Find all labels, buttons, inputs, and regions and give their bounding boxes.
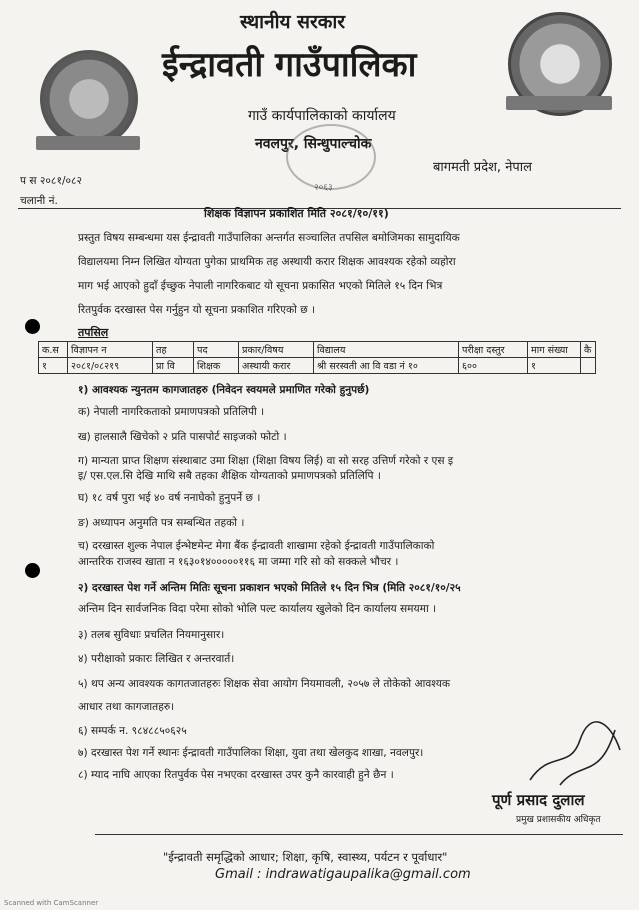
table-caption: तपसिल	[78, 326, 109, 339]
section-line: ङ) अध्यापन अनुमति पत्र सम्बन्धित तहको ।	[78, 517, 245, 529]
province-name: बागमती प्रदेश, नेपाल	[433, 160, 532, 175]
scanner-watermark: Scanned with CamScanner	[4, 899, 99, 907]
table-cell	[581, 358, 596, 374]
dispatch-number: चलानी नं.	[20, 195, 58, 207]
table-cell: ६००	[459, 358, 528, 374]
table-cell: श्री सरस्वती आ वि वडा नं १०	[314, 358, 459, 374]
office-name: गाउँ कार्यपालिकाको कार्यालय	[248, 108, 396, 124]
section-line: आन्तरिक राजस्व खाता न १६३०१४०००००११६ मा जम्मा गरि सो को सक्कले भौचर ।	[78, 556, 399, 568]
nepal-emblem-logo	[40, 50, 138, 148]
table-header-cell: परीक्षा दस्तुर	[459, 342, 528, 358]
hole-punch-mark	[25, 319, 40, 334]
section-line: इ/ एस.एल.सि देखि माथि सबै तहका शैक्षिक योग्यताको प्रमाणपत्रको प्रतिलिपि ।	[78, 470, 381, 482]
section-line: ६) सम्पर्क न. ९८४८८५०६२५	[78, 725, 187, 737]
table-cell: प्रा वि	[153, 358, 194, 374]
paragraph-line: प्रस्तुत विषय सम्बन्धमा यस ईन्द्रावती गाउँपालिका अन्तर्गत सञ्चालित तपसिल बमोजिमका सामुदायिक	[78, 232, 460, 244]
section-line: च) दरखास्त शुल्क नेपाल ईन्भेष्टमेन्ट मेगा बैंक ईन्द्रावती शाखामा रहेको ईन्द्रावती गाउँपालिकाको	[78, 540, 435, 552]
footer-email: Gmail : indrawatigaupalika@gmail.com	[215, 867, 471, 882]
notice-paragraph	[78, 226, 623, 322]
section-line: २) दरखास्त पेश गर्ने अन्तिम मितिः सूचना प्रकाशन भएको मितिले १५ दिन भित्र (मिति २०८१/१०/२५	[78, 582, 461, 594]
table-row	[39, 358, 596, 374]
paragraph-line: विद्यालयमा निम्न लिखित योग्यता पुगेका प्राथमिक तह अस्थायी करार शिक्षक आवश्यक रहेको व्यहोरा	[78, 256, 456, 268]
section-line: ३) तलब सुविधाः प्रचलित नियमानुसार।	[78, 629, 225, 641]
signatory-name: पूर्ण प्रसाद दुलाल	[492, 791, 585, 809]
header-line1: स्थानीय सरकार	[240, 11, 346, 33]
table-header-cell: पद	[194, 342, 239, 358]
table-header-cell: विज्ञापन न	[68, 342, 153, 358]
table-header-cell: तह	[153, 342, 194, 358]
paragraph-line: रितपुर्वक दरखास्त पेस गर्नुहुन यो सूचना प्रकाशित गरिएको छ ।	[78, 304, 316, 316]
reference-number: प स २०८१/०८२	[20, 175, 83, 187]
section-line: क) नेपाली नागरिकताको प्रमाणपत्रको प्रतिलिपी ।	[78, 406, 265, 418]
footer-divider	[95, 834, 623, 835]
stamp-year: २०६३	[314, 183, 333, 193]
section-line: ७) दरखास्त पेश गर्ने स्थानः ईन्द्रावती गाउँपालिका शिक्षा, युवा तथा खेलकुद शाखा, नवलपुर।	[78, 747, 424, 759]
footer-slogan: "ईन्द्रावती समृद्धिको आधार; शिक्षा, कृषि, स्वास्थ्य, पर्यटन र पूर्वाधार"	[163, 850, 448, 864]
table-header-cell: विद्यालय	[314, 342, 459, 358]
section-line: ८) म्याद नाघि आएका रितपुर्वक पेस नभएका दरखास्त उपर कुनै कारवाही हुने छैन ।	[78, 769, 394, 781]
table-cell: १	[528, 358, 581, 374]
table-cell: अस्थायी करार	[239, 358, 314, 374]
notice-title: शिक्षक विज्ञापन प्रकाशित मिति २०८१/१०/११)	[204, 207, 389, 220]
hole-punch-mark	[25, 563, 40, 578]
table-header-cell: प्रकार/विषय	[239, 342, 314, 358]
office-address: नवलपुर, सिन्धुपाल्चोक	[255, 136, 372, 152]
section-line: ४) परीक्षाको प्रकारः लिखित र अन्तरवार्त।	[78, 653, 235, 665]
signatory-designation: प्रमुख प्रशासकीय अधिकृत	[516, 815, 601, 825]
section-line: १) आवश्यक न्युनतम कागजातहरु (निवेदन स्वयमले प्रमाणित गरेको हुनुपर्छ)	[78, 384, 370, 396]
paragraph-line: माग भई आएको हुदाँ ईच्छुक नेपाली नागरिकबाट यो सूचना प्रकासित भएको मितिले १५ दिन भित्र	[78, 280, 443, 292]
section-line: ग) मान्यता प्राप्त शिक्षण संस्थाबाट उमा शिक्षा (शिक्षा विषय लिई) वा सो सरह उत्तिर्ण गरेको र एस इ	[78, 455, 454, 467]
table-cell: शिक्षक	[194, 358, 239, 374]
section-line: ५) थप अन्य आवश्यक कागतजातहरुः शिक्षक सेवा आयोग नियमावली, २०५७ ले तोकेको आवश्यक	[78, 678, 451, 690]
table-header-cell: माग संख्या	[528, 342, 581, 358]
section-line: आधार तथा कागजातहरु।	[78, 701, 175, 713]
vacancy-table	[38, 341, 596, 374]
municipality-title: ईन्द्रावती गाउँपालिका	[162, 45, 417, 85]
table-header-cell: कै	[581, 342, 596, 358]
table-header-row	[39, 342, 596, 358]
emblem-ribbon	[36, 136, 140, 150]
municipality-logo-ribbon	[506, 96, 612, 110]
section-line: अन्तिम दिन सार्वजनिक विदा परेमा सोको भोलि पल्ट कार्यालय खुलेको दिन कार्यालय समयमा ।	[78, 603, 437, 615]
table-cell: २०८१/०८२१९	[68, 358, 153, 374]
handwritten-signature	[520, 710, 630, 790]
section-line: ख) हालसालै खिचेको २ प्रति पासपोर्ट साइजको फोटो ।	[78, 431, 287, 443]
section-line: घ) १८ वर्ष पुरा भई ४० वर्ष ननाघेको हुनुपर्ने छ ।	[78, 492, 261, 504]
table-header-cell: क.स	[39, 342, 68, 358]
table-cell: १	[39, 358, 68, 374]
